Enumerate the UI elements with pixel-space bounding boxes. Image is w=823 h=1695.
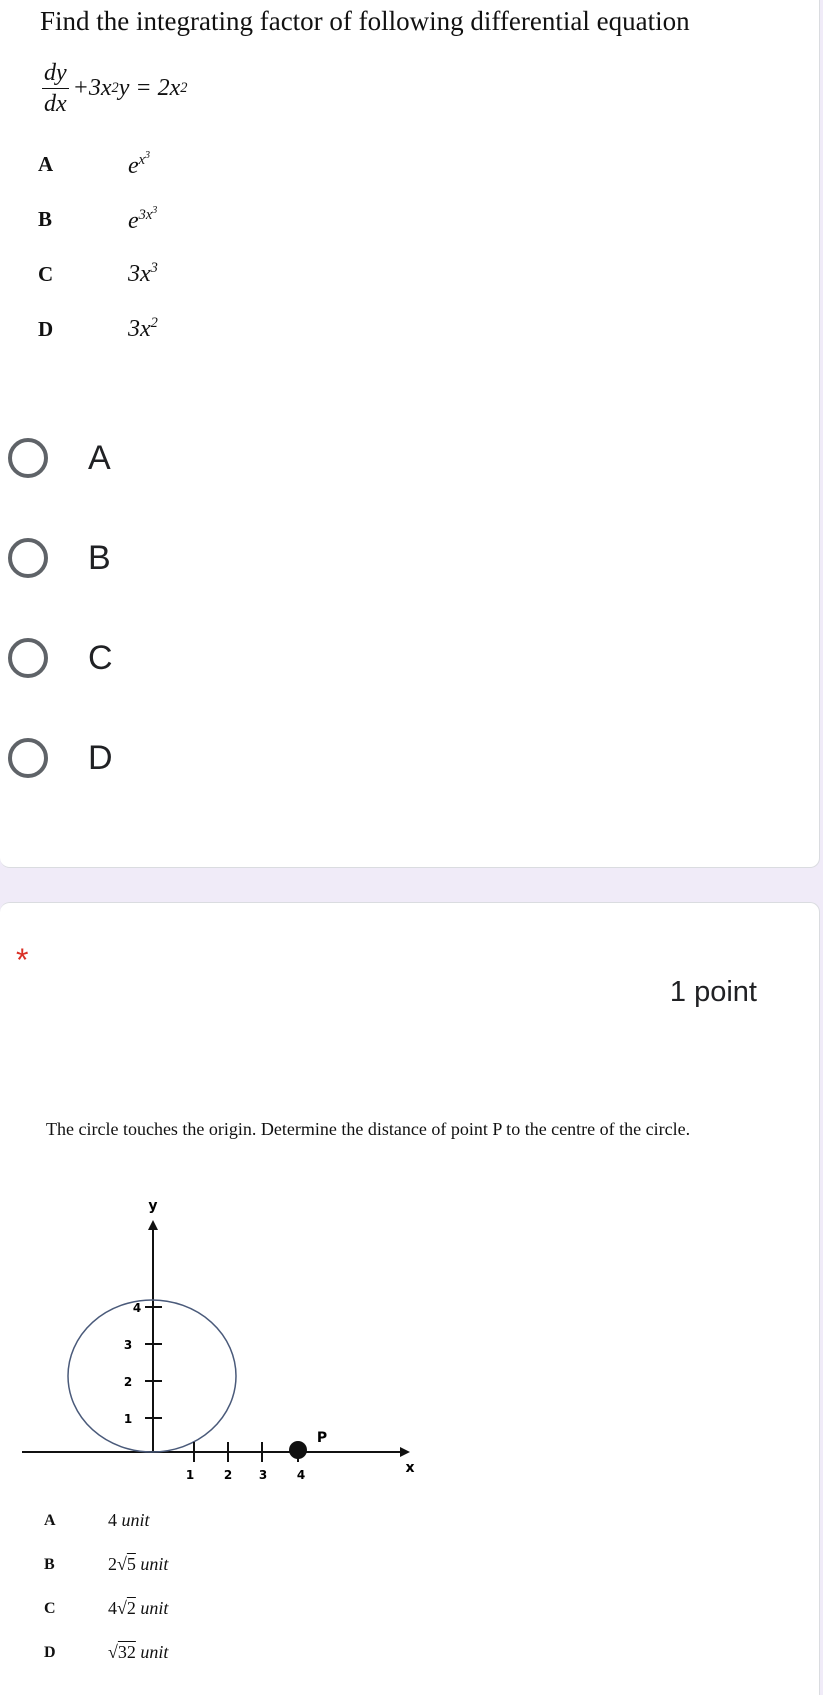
question-1-title: Find the integrating factor of following differential equation — [40, 6, 690, 36]
x-axis-arrow-icon — [400, 1447, 410, 1457]
point-p — [289, 1441, 307, 1459]
x-axis-label: x — [405, 1460, 415, 1476]
y-axis-arrow-icon — [148, 1220, 158, 1230]
y-tick-label: 2 — [123, 1375, 133, 1389]
radio-option-b[interactable]: B — [8, 532, 111, 584]
option-d-value: $3x^2$ — [128, 315, 158, 342]
dy-dx-fraction: $\frac{dy}{dx}$ — [44, 60, 67, 117]
radio-circle-icon[interactable] — [8, 538, 48, 578]
points-label: 1 point — [669, 976, 757, 1008]
radio-option-d[interactable]: D — [8, 732, 113, 784]
option-c-row: C $3x^3$ — [38, 260, 158, 287]
x-tick-label: 2 — [223, 1468, 233, 1482]
differential-equation: $\frac{dy}{dx}$ +3x 2 y = 2x 2 — [44, 60, 188, 117]
x-tick-label: 4 — [296, 1468, 306, 1482]
q2-option-a: A 4 unit — [44, 1510, 150, 1530]
q2-option-c: C 4√2 unit — [44, 1598, 169, 1618]
x-tick-label: 3 — [258, 1468, 268, 1482]
y-tick-label: 4 — [132, 1301, 142, 1315]
circle-figure — [0, 1180, 460, 1510]
y-axis-label: y — [148, 1198, 158, 1214]
radio-option-a[interactable]: A — [8, 432, 111, 484]
required-asterisk: * — [16, 942, 29, 978]
question-2-text: The circle touches the origin. Determine the distance of point P to the centre of the circle. — [46, 1119, 691, 1139]
option-b-row: B $e^{3x^3}$ — [38, 205, 158, 234]
q2-option-d: D √32 unit — [44, 1642, 169, 1662]
point-p-label: P — [316, 1430, 328, 1446]
option-c-value: $3x^3$ — [128, 260, 158, 287]
option-a-value: $e^{x^3}$ — [128, 150, 151, 179]
option-a-row: A $e^{x^3}$ — [38, 150, 151, 179]
option-d-row: D $3x^2$ — [38, 315, 158, 342]
x-tick-label: 1 — [185, 1468, 195, 1482]
option-b-value: $e^{3x^3}$ — [128, 205, 158, 234]
radio-circle-icon[interactable] — [8, 438, 48, 478]
y-tick-label: 3 — [123, 1338, 133, 1352]
radio-option-c[interactable]: C — [8, 632, 113, 684]
y-tick-label: 1 — [123, 1412, 133, 1426]
q2-option-b: B 2√5 unit — [44, 1554, 169, 1574]
radio-circle-icon[interactable] — [8, 738, 48, 778]
radio-circle-icon[interactable] — [8, 638, 48, 678]
